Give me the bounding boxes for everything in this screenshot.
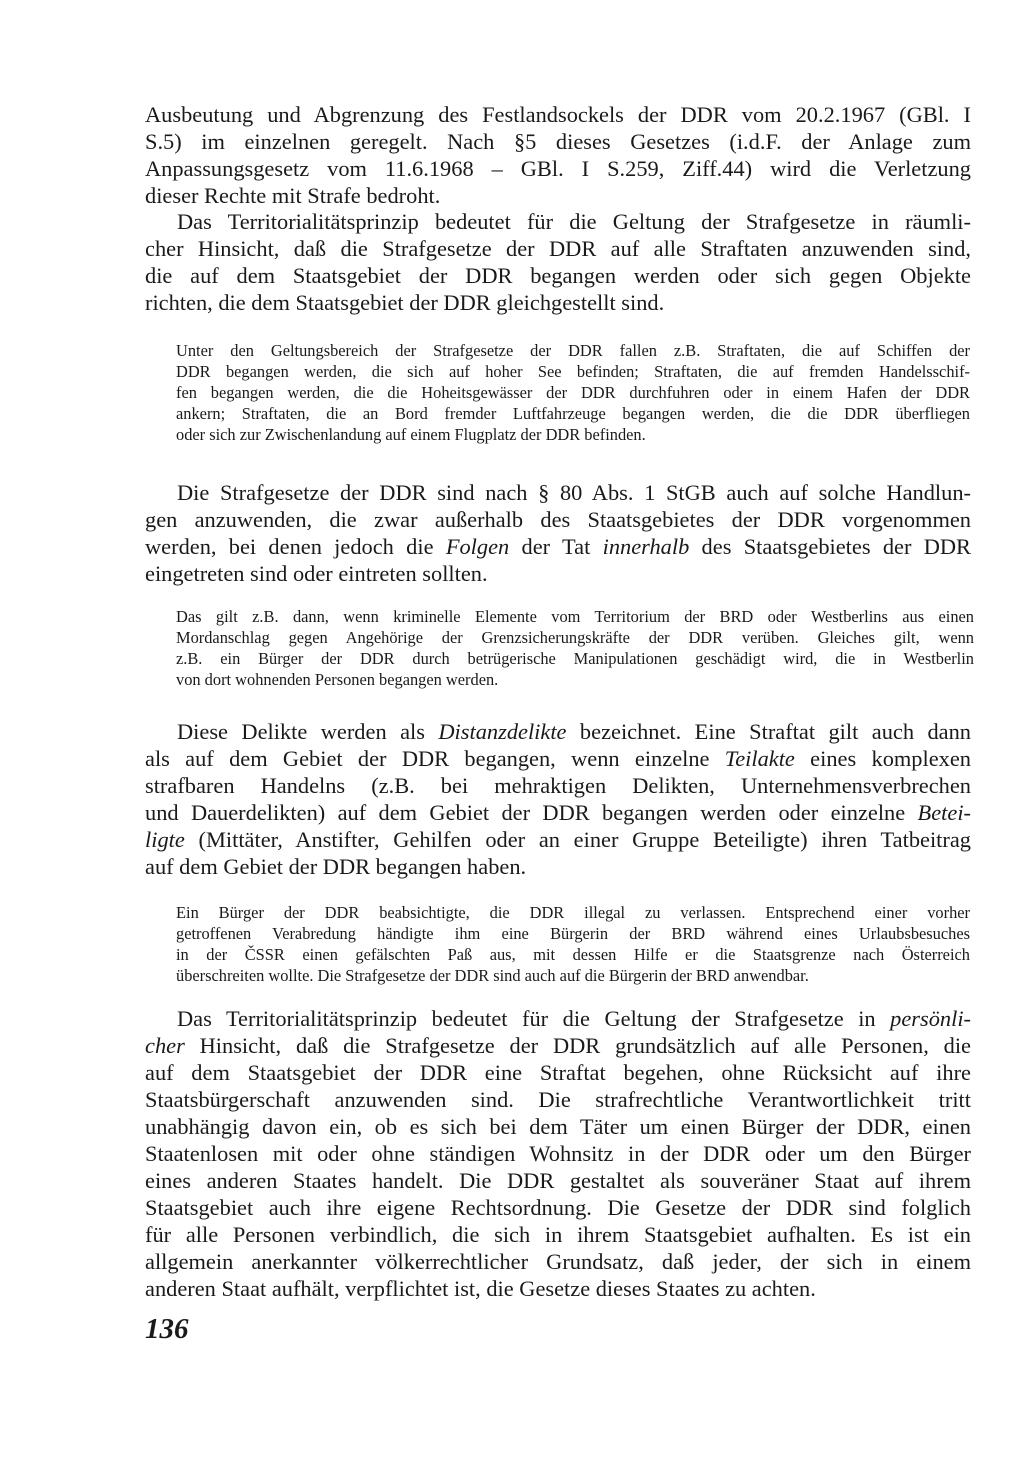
paragraph-5 bbox=[145, 1005, 971, 1302]
text-line: Das Territorialitätsprinzip bedeutet für die Geltung der Strafgesetze in räumli- bbox=[177, 209, 971, 234]
emphasis-text: Betei- bbox=[917, 800, 971, 825]
text-line: cher Hinsicht, daß die Strafgesetze der DDR auf alle Straftaten anzuwenden sind, bbox=[145, 236, 971, 261]
text-run: als auf dem Gebiet der DDR begangen, wenn einzelne bbox=[145, 746, 725, 771]
text-line: fen begangen werden, die die Hoheitsgewässer der DDR durchfuhren oder in einem Hafen der DDR bbox=[176, 383, 970, 402]
text-line: Staatsgebiet auch ihre eigene Rechtsordnung. Die Gesetze der DDR sind folglich bbox=[145, 1195, 971, 1220]
paragraph-1 bbox=[145, 101, 971, 209]
text-line: in der ČSSR einen gefälschten Paß aus, mit dessen Hilfe er die Staatsgrenze nach Österreich bbox=[176, 945, 970, 964]
text-line: Ausbeutung und Abgrenzung des Festlandsockels der DDR vom 20.2.1967 (GBl. I bbox=[145, 102, 971, 127]
text-line bbox=[145, 533, 971, 560]
text-run: der Tat bbox=[509, 534, 603, 559]
text-line: Das gilt z.B. dann, wenn kriminelle Elemente vom Territorium der BRD oder Westberlins aus einen bbox=[176, 607, 974, 626]
text-run: des Staatsgebietes der DDR bbox=[689, 534, 971, 559]
text-run: Hinsicht, daß die Strafgesetze der DDR grundsätzlich auf alle Personen, die bbox=[184, 1033, 971, 1058]
text-line bbox=[145, 826, 971, 853]
text-line bbox=[145, 1005, 971, 1032]
text-line: S.5) im einzelnen geregelt. Nach §5 dieses Gesetzes (i.d.F. der Anlage zum bbox=[145, 129, 971, 154]
text-line: Ein Bürger der DDR beabsichtigte, die DDR illegal zu verlassen. Entsprechend einer vorher bbox=[176, 903, 970, 922]
text-run: Diese Delikte werden als bbox=[177, 719, 439, 744]
text-line: eingetreten sind oder eintreten sollten. bbox=[145, 561, 488, 586]
text-line: Mordanschlag gegen Angehörige der Grenzsicherungskräfte der DDR verüben. Gleiches gilt, wenn bbox=[176, 628, 974, 647]
text-line: Staatenlosen mit oder ohne ständigen Wohnsitz in der DDR oder um den Bürger bbox=[145, 1141, 971, 1166]
text-run: (Mittäter, Anstifter, Gehilfen oder an einer Gruppe Beteiligte) ihren Tatbeitrag bbox=[184, 827, 971, 852]
text-line bbox=[145, 799, 971, 826]
emphasis-text: Folgen bbox=[445, 534, 510, 559]
text-run: Das Territorialitätsprinzip bedeutet für die Geltung der Strafgesetze in bbox=[177, 1006, 891, 1031]
emphasis-text: persönli- bbox=[890, 1006, 971, 1031]
emphasis-text: Teilakte bbox=[724, 746, 795, 771]
text-line bbox=[145, 1032, 971, 1059]
text-line: allgemein anerkannter völkerrechtlicher Grundsatz, daß jeder, der sich in einem bbox=[145, 1249, 971, 1274]
text-line: strafbaren Handelns (z.B. bei mehraktigen Delikten, Unternehmensverbrechen bbox=[145, 773, 971, 798]
text-line: für alle Personen verbindlich, die sich in ihrem Staatsgebiet aufhalten. Es ist ein bbox=[145, 1222, 971, 1247]
text-run: und Dauerdelikten) auf dem Gebiet der DDR begangen werden oder einzelne bbox=[145, 800, 918, 825]
text-line: ankern; Straftaten, die an Bord fremder Luftfahrzeuge begangen werden, die die DDR überfliegen bbox=[176, 404, 970, 423]
text-run: werden, bei denen jedoch die bbox=[145, 534, 446, 559]
text-line: eines anderen Staates handelt. Die DDR gestaltet als souveräner Staat auf ihrem bbox=[145, 1168, 971, 1193]
emphasis-text: cher bbox=[145, 1033, 185, 1058]
text-line: Die Strafgesetze der DDR sind nach § 80 Abs. 1 StGB auch auf solche Handlun- bbox=[177, 480, 971, 505]
text-line: auf dem Gebiet der DDR begangen haben. bbox=[145, 854, 527, 879]
text-line: auf dem Staatsgebiet der DDR eine Straftat begehen, ohne Rücksicht auf ihre bbox=[145, 1060, 971, 1085]
text-line: dieser Rechte mit Strafe bedroht. bbox=[145, 183, 441, 208]
example-note-3 bbox=[176, 902, 970, 986]
text-line: z.B. ein Bürger der DDR durch betrügerische Manipulationen geschädigt wird, die in Westberlin bbox=[176, 649, 974, 668]
text-run: bezeichnet. Eine Straftat gilt auch dann bbox=[566, 719, 971, 744]
emphasis-text: innerhalb bbox=[602, 534, 690, 559]
text-line: Unter den Geltungsbereich der Strafgesetze der DDR fallen z.B. Straftaten, die auf Schiffen der bbox=[176, 341, 970, 360]
text-line: Staatsbürgerschaft anzuwenden sind. Die strafrechtliche Verantwortlichkeit tritt bbox=[145, 1087, 971, 1112]
text-line: die auf dem Staatsgebiet der DDR begangen werden oder sich gegen Objekte bbox=[145, 263, 971, 288]
emphasis-text: ligte bbox=[145, 827, 185, 852]
text-line: unabhängig davon ein, ob es sich bei dem Täter um einen Bürger der DDR, einen bbox=[145, 1114, 971, 1139]
paragraph-3 bbox=[145, 479, 971, 587]
page-number: 136 bbox=[145, 1313, 189, 1345]
text-line: DDR begangen werden, die sich auf hoher See befinden; Straftaten, die auf fremden Handelsschif- bbox=[176, 362, 970, 381]
example-note-2 bbox=[176, 606, 974, 690]
example-note-1 bbox=[176, 340, 970, 445]
paragraph-2 bbox=[145, 208, 971, 316]
text-line: von dort wohnenden Personen begangen werden. bbox=[176, 670, 499, 689]
text-line bbox=[145, 718, 971, 745]
text-line: gen anzuwenden, die zwar außerhalb des Staatsgebietes der DDR vorgenommen bbox=[145, 507, 971, 532]
text-line: Anpassungsgesetz vom 11.6.1968 – GBl. I S.259, Ziff.44) wird die Verletzung bbox=[145, 156, 971, 181]
text-line: anderen Staat aufhält, verpflichtet ist, die Gesetze dieses Staates zu achten. bbox=[145, 1276, 816, 1301]
emphasis-text: Distanzdelikte bbox=[438, 719, 567, 744]
text-line: überschreiten wollte. Die Strafgesetze der DDR sind auch auf die Bürgerin der BRD anwendbar. bbox=[176, 966, 809, 985]
paragraph-4 bbox=[145, 718, 971, 880]
text-run: eines komplexen bbox=[794, 746, 971, 771]
text-line: richten, die dem Staatsgebiet der DDR gleichgestellt sind. bbox=[145, 290, 665, 315]
text-line: oder sich zur Zwischenlandung auf einem Flugplatz der DDR befinden. bbox=[176, 425, 646, 444]
text-line bbox=[145, 745, 971, 772]
text-line: getroffenen Verabredung händigte ihm eine Bürgerin der BRD während eines Urlaubsbesuches bbox=[176, 924, 970, 943]
